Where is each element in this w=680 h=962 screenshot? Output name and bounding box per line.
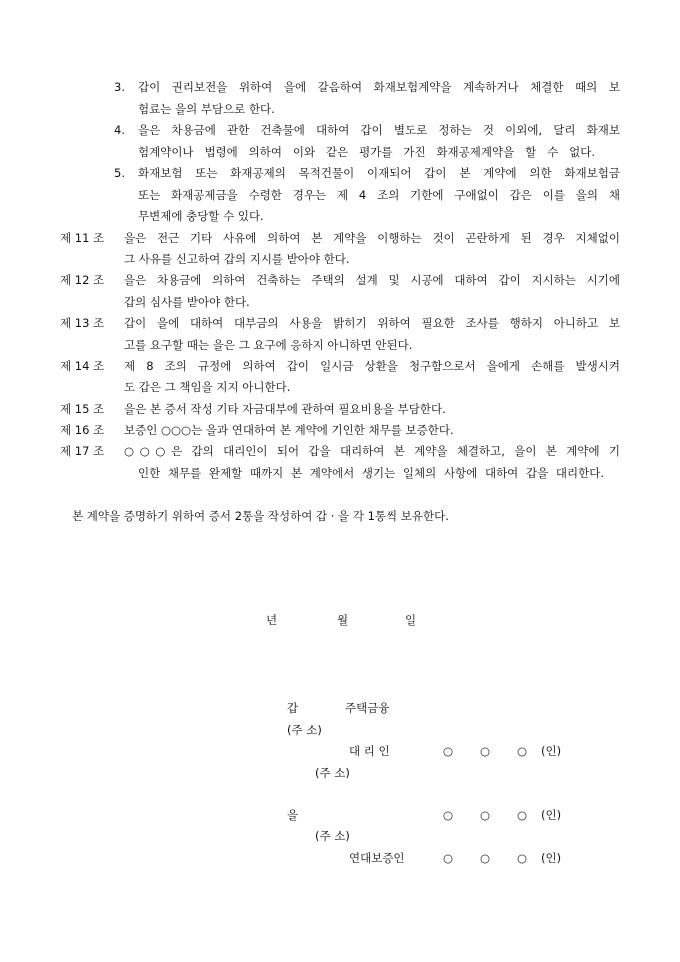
agent-label: 대 리 인 <box>349 744 390 758</box>
party-gap-label: 갑 <box>287 701 299 715</box>
party-eul-label: 을 <box>287 808 299 822</box>
eul-address-label: (주 소) <box>315 829 350 843</box>
item-number: 4. <box>114 123 125 137</box>
name-circle: ○ <box>517 851 528 865</box>
article-label: 제 15 조 <box>60 402 105 416</box>
item-line: 을은 차용금에 관한 건축물에 대하여 갑이 별도로 정하는 것 이외에, 달리 화재보 <box>138 123 620 137</box>
article-line: 고를 요구할 때는 을은 그 요구에 응하지 아니하면 안된다. <box>124 338 413 352</box>
article-line: 갑이 을에 대하여 대부금의 사용을 밝히기 위하여 필요한 조사를 행하지 아니하고 보 <box>124 316 620 330</box>
name-circle: ○ <box>480 808 491 822</box>
party-gap-name: 주택금융 <box>345 701 390 715</box>
article-line: 제 8 조의 규정에 의하여 갑이 일시금 상환을 청구함으로서 을에게 손해를 발생시켜 <box>124 359 620 373</box>
gap-address-label: (주 소) <box>287 723 322 737</box>
article-line: 그 사유를 신고하여 갑의 지시를 받아야 한다. <box>124 252 350 266</box>
article-line: 을은 차용금에 의하여 건축하는 주택의 설계 및 시공에 대하여 갑이 지시하는 시기에 <box>124 273 620 287</box>
article-label: 제 16 조 <box>60 423 105 437</box>
item-line: 무변제에 충당할 수 있다. <box>138 209 264 223</box>
article-label: 제 14 조 <box>60 359 105 373</box>
article-label: 제 11 조 <box>60 231 105 245</box>
item-number: 3. <box>114 80 125 94</box>
name-circle: ○ <box>517 744 528 758</box>
date-day: 일 <box>405 613 417 627</box>
name-circle: ○ <box>443 808 454 822</box>
item-number: 5. <box>114 166 125 180</box>
item-line: 험계약이나 법령에 의하여 이와 같은 평가를 가진 화재공제계약을 할 수 없다. <box>138 145 595 159</box>
name-circle: ○ <box>480 851 491 865</box>
article-line: 인한 채무를 완제할 때까지 본 계약에서 생기는 일체의 사항에 대하여 갑을 대리한다. <box>138 466 604 480</box>
article-line: ○○○은 갑의 대리인이 되어 갑을 대리하여 본 계약을 체결하고, 을이 본 계약에 기 <box>124 444 620 458</box>
article-line: 갑의 심사를 받아야 한다. <box>124 295 250 309</box>
article-label: 제 17 조 <box>60 444 105 458</box>
name-circle: ○ <box>443 851 454 865</box>
seal-mark: (인) <box>541 851 562 865</box>
guarantor-label: 연대보증인 <box>349 851 405 865</box>
item-line: 화재보험 또는 화재공제의 목적건물이 이재되어 갑이 본 계약에 의한 화재보험금 <box>138 166 620 180</box>
seal-mark: (인) <box>541 744 562 758</box>
item-line: 험료는 을의 부담으로 한다. <box>138 102 275 116</box>
date-year: 년 <box>266 613 278 627</box>
date-month: 월 <box>337 613 349 627</box>
article-line: 도 갑은 그 책임을 지지 아니한다. <box>124 380 291 394</box>
item-line: 또는 화재공제금을 수령한 경우는 제 4 조의 기한에 구애없이 갑은 이를 을의 채 <box>138 188 620 202</box>
article-line: 보증인 ○○○는 을과 연대하여 본 계약에 기인한 채무를 보증한다. <box>124 423 454 437</box>
closing-statement: 본 계약을 증명하기 위하여 증서 2통을 작성하여 갑 · 을 각 1통씩 보유한다. <box>72 509 449 523</box>
agent-address-label: (주 소) <box>315 766 350 780</box>
article-label: 제 13 조 <box>60 316 105 330</box>
item-line: 갑이 권리보전을 위하여 을에 갈음하여 화재보험계약을 계속하거나 체결한 때의 보 <box>138 80 620 94</box>
name-circle: ○ <box>443 744 454 758</box>
name-circle: ○ <box>517 808 528 822</box>
article-line: 을은 전근 기타 사유에 의하여 본 계약을 이행하는 것이 곤란하게 된 경우 지체없이 <box>124 231 620 245</box>
article-label: 제 12 조 <box>60 273 105 287</box>
name-circle: ○ <box>480 744 491 758</box>
article-line: 을은 본 증서 작성 기타 자금대부에 관하여 필요비용을 부담한다. <box>124 402 446 416</box>
seal-mark: (인) <box>541 808 562 822</box>
